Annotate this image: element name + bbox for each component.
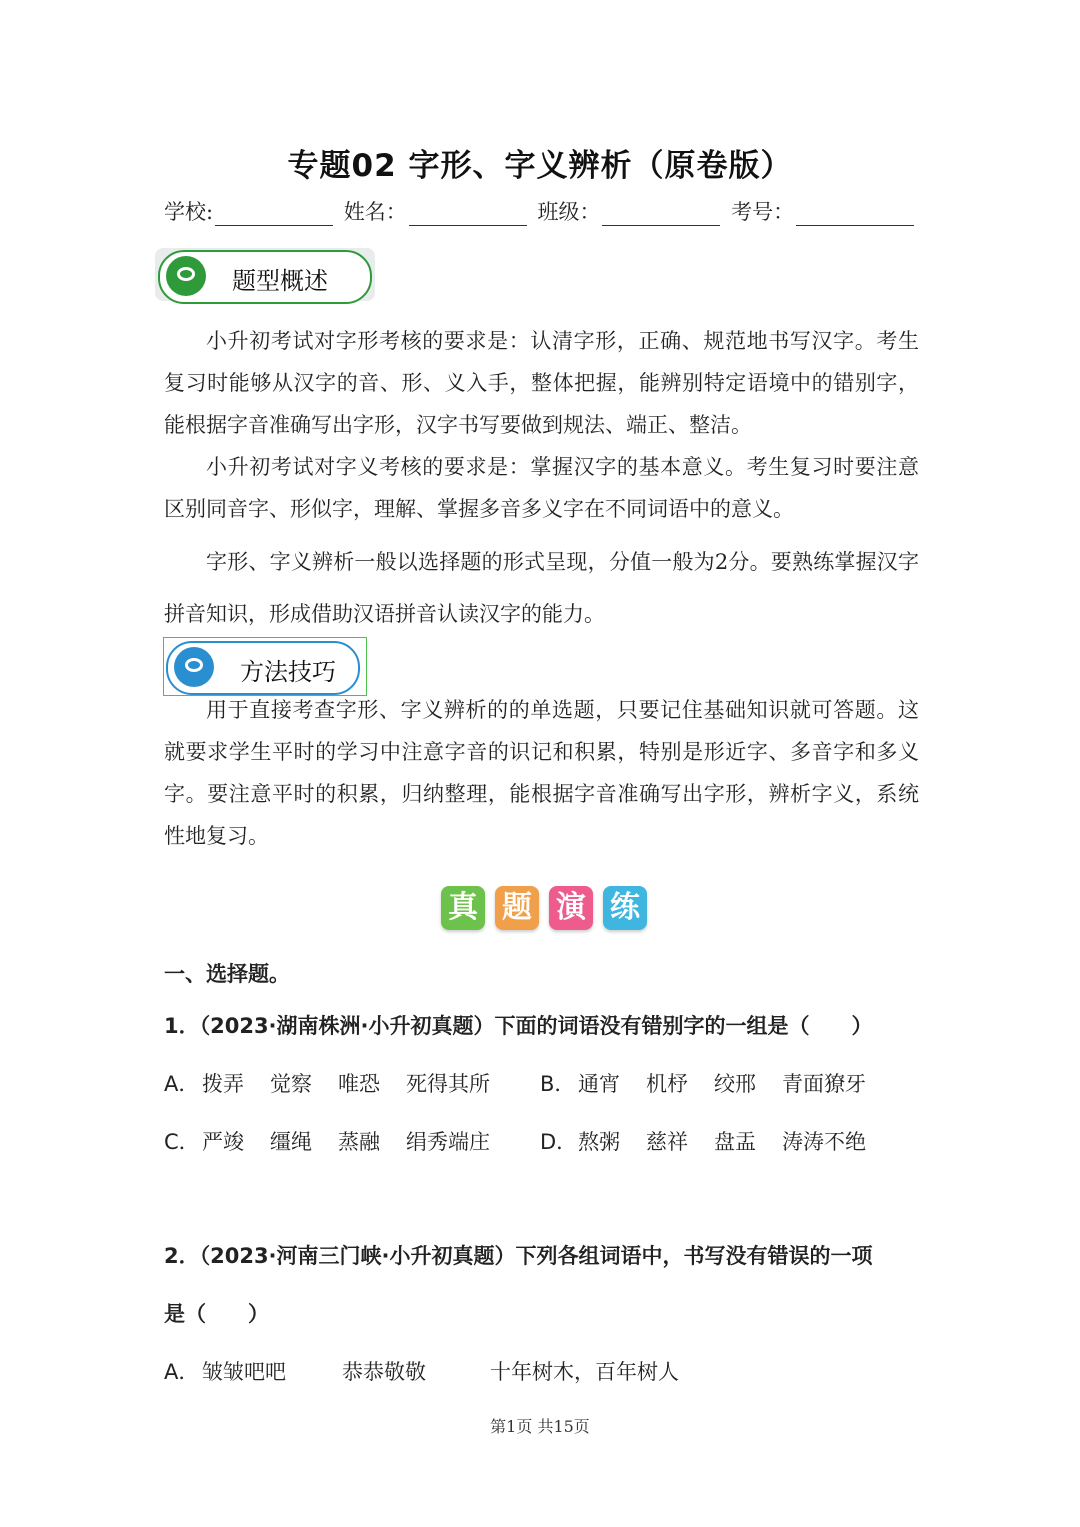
question-1-stem: 1．（2023·湖南株洲·小升初真题）下面的词语没有错别字的一组是（ ）	[164, 1014, 873, 1038]
question-2-stem-line-2: 是（ ）	[164, 1302, 269, 1326]
section-heading: 一、选择题。	[164, 962, 290, 986]
option-letter: A．	[164, 1072, 200, 1096]
page-footer: 第1页 共15页	[490, 1417, 590, 1436]
student-info-row	[164, 196, 918, 226]
real-exam-practice-tiles	[441, 886, 647, 930]
q1-option-b	[540, 1068, 892, 1098]
speech-bubble-icon	[174, 647, 214, 687]
option-word: 严竣	[202, 1130, 244, 1154]
option-letter: A．	[164, 1360, 200, 1384]
method-paragraph: 用于直接考查字形、字义辨析的的单选题，只要记住基础知识就可答题。这就要求学生平时的学习中注意字音的识记和积累，特别是形近字、多音字和多义字。要注意平时的积累，归纳整理，能根据字音准确写出字形，辨析字义，系统性地复习。	[164, 698, 919, 848]
option-word: 绞邢	[714, 1072, 756, 1096]
option-word: 慈祥	[646, 1130, 688, 1154]
option-word: 盘盂	[714, 1130, 756, 1154]
option-letter: B．	[540, 1072, 576, 1096]
overview-banner	[158, 250, 372, 304]
option-word: 通宵	[578, 1072, 620, 1096]
option-word: 觉察	[270, 1072, 312, 1096]
method-banner	[166, 641, 360, 695]
option-word: 死得其所	[406, 1072, 490, 1096]
overview-banner-label: 题型概述	[232, 267, 328, 295]
q1-option-d	[540, 1126, 892, 1156]
option-word: 皱皱吧吧	[202, 1360, 286, 1384]
option-letter: C．	[164, 1130, 200, 1154]
method-banner-label: 方法技巧	[240, 658, 336, 686]
q1-option-c	[164, 1126, 516, 1156]
option-word: 绢秀端庄	[406, 1130, 490, 1154]
option-letter: D．	[540, 1130, 578, 1154]
overview-paragraph-2: 小升初考试对字义考核的要求是：掌握汉字的基本意义。考生复习时要注意区别同音字、形似字，理解、掌握多音多义字在不同词语中的意义。	[164, 455, 919, 521]
tile-yan: 演	[549, 886, 593, 930]
option-word: 缰绳	[270, 1130, 312, 1154]
option-word: 蒸融	[338, 1130, 380, 1154]
question-2-stem-line-1: 2．（2023·河南三门峡·小升初真题）下列各组词语中，书写没有错误的一项	[164, 1244, 873, 1268]
tile-zhen: 真	[441, 886, 485, 930]
school-label: 学校:	[164, 200, 214, 224]
number-label: 考号：	[731, 200, 795, 224]
number-blank	[796, 203, 914, 226]
name-label: 姓名：	[343, 200, 407, 224]
page-title: 专题02 字形、字义辨析（原卷版）	[287, 148, 793, 184]
overview-paragraph-1: 小升初考试对字形考核的要求是：认清字形，正确、规范地书写汉字。考生复习时能够从汉字的音、形、义入手，整体把握，能辨别特定语境中的错别字，能根据字音准确写出字形，汉字书写要做到规法、端正、整洁。	[164, 329, 919, 437]
tile-ti: 题	[495, 886, 539, 930]
option-word: 十年树木，百年树人	[490, 1360, 679, 1384]
name-blank	[409, 203, 527, 226]
school-blank	[215, 203, 333, 226]
speech-bubble-icon	[166, 256, 206, 296]
class-label: 班级：	[537, 200, 601, 224]
option-word: 机杼	[646, 1072, 688, 1096]
option-word: 拨弄	[202, 1072, 244, 1096]
option-word: 熬粥	[578, 1130, 620, 1154]
option-word: 恭恭敬敬	[342, 1360, 426, 1384]
q1-option-a	[164, 1068, 516, 1098]
option-word: 涛涛不绝	[782, 1130, 866, 1154]
class-blank	[602, 203, 720, 226]
option-word: 唯恐	[338, 1072, 380, 1096]
option-word: 青面獠牙	[782, 1072, 866, 1096]
overview-paragraph-3: 字形、字义辨析一般以选择题的形式呈现，分值一般为2分。要熟练掌握汉字拼音知识，形成借助汉语拼音认读汉字的能力。	[164, 550, 919, 626]
tile-lian: 练	[603, 886, 647, 930]
q2-option-a	[164, 1356, 705, 1386]
